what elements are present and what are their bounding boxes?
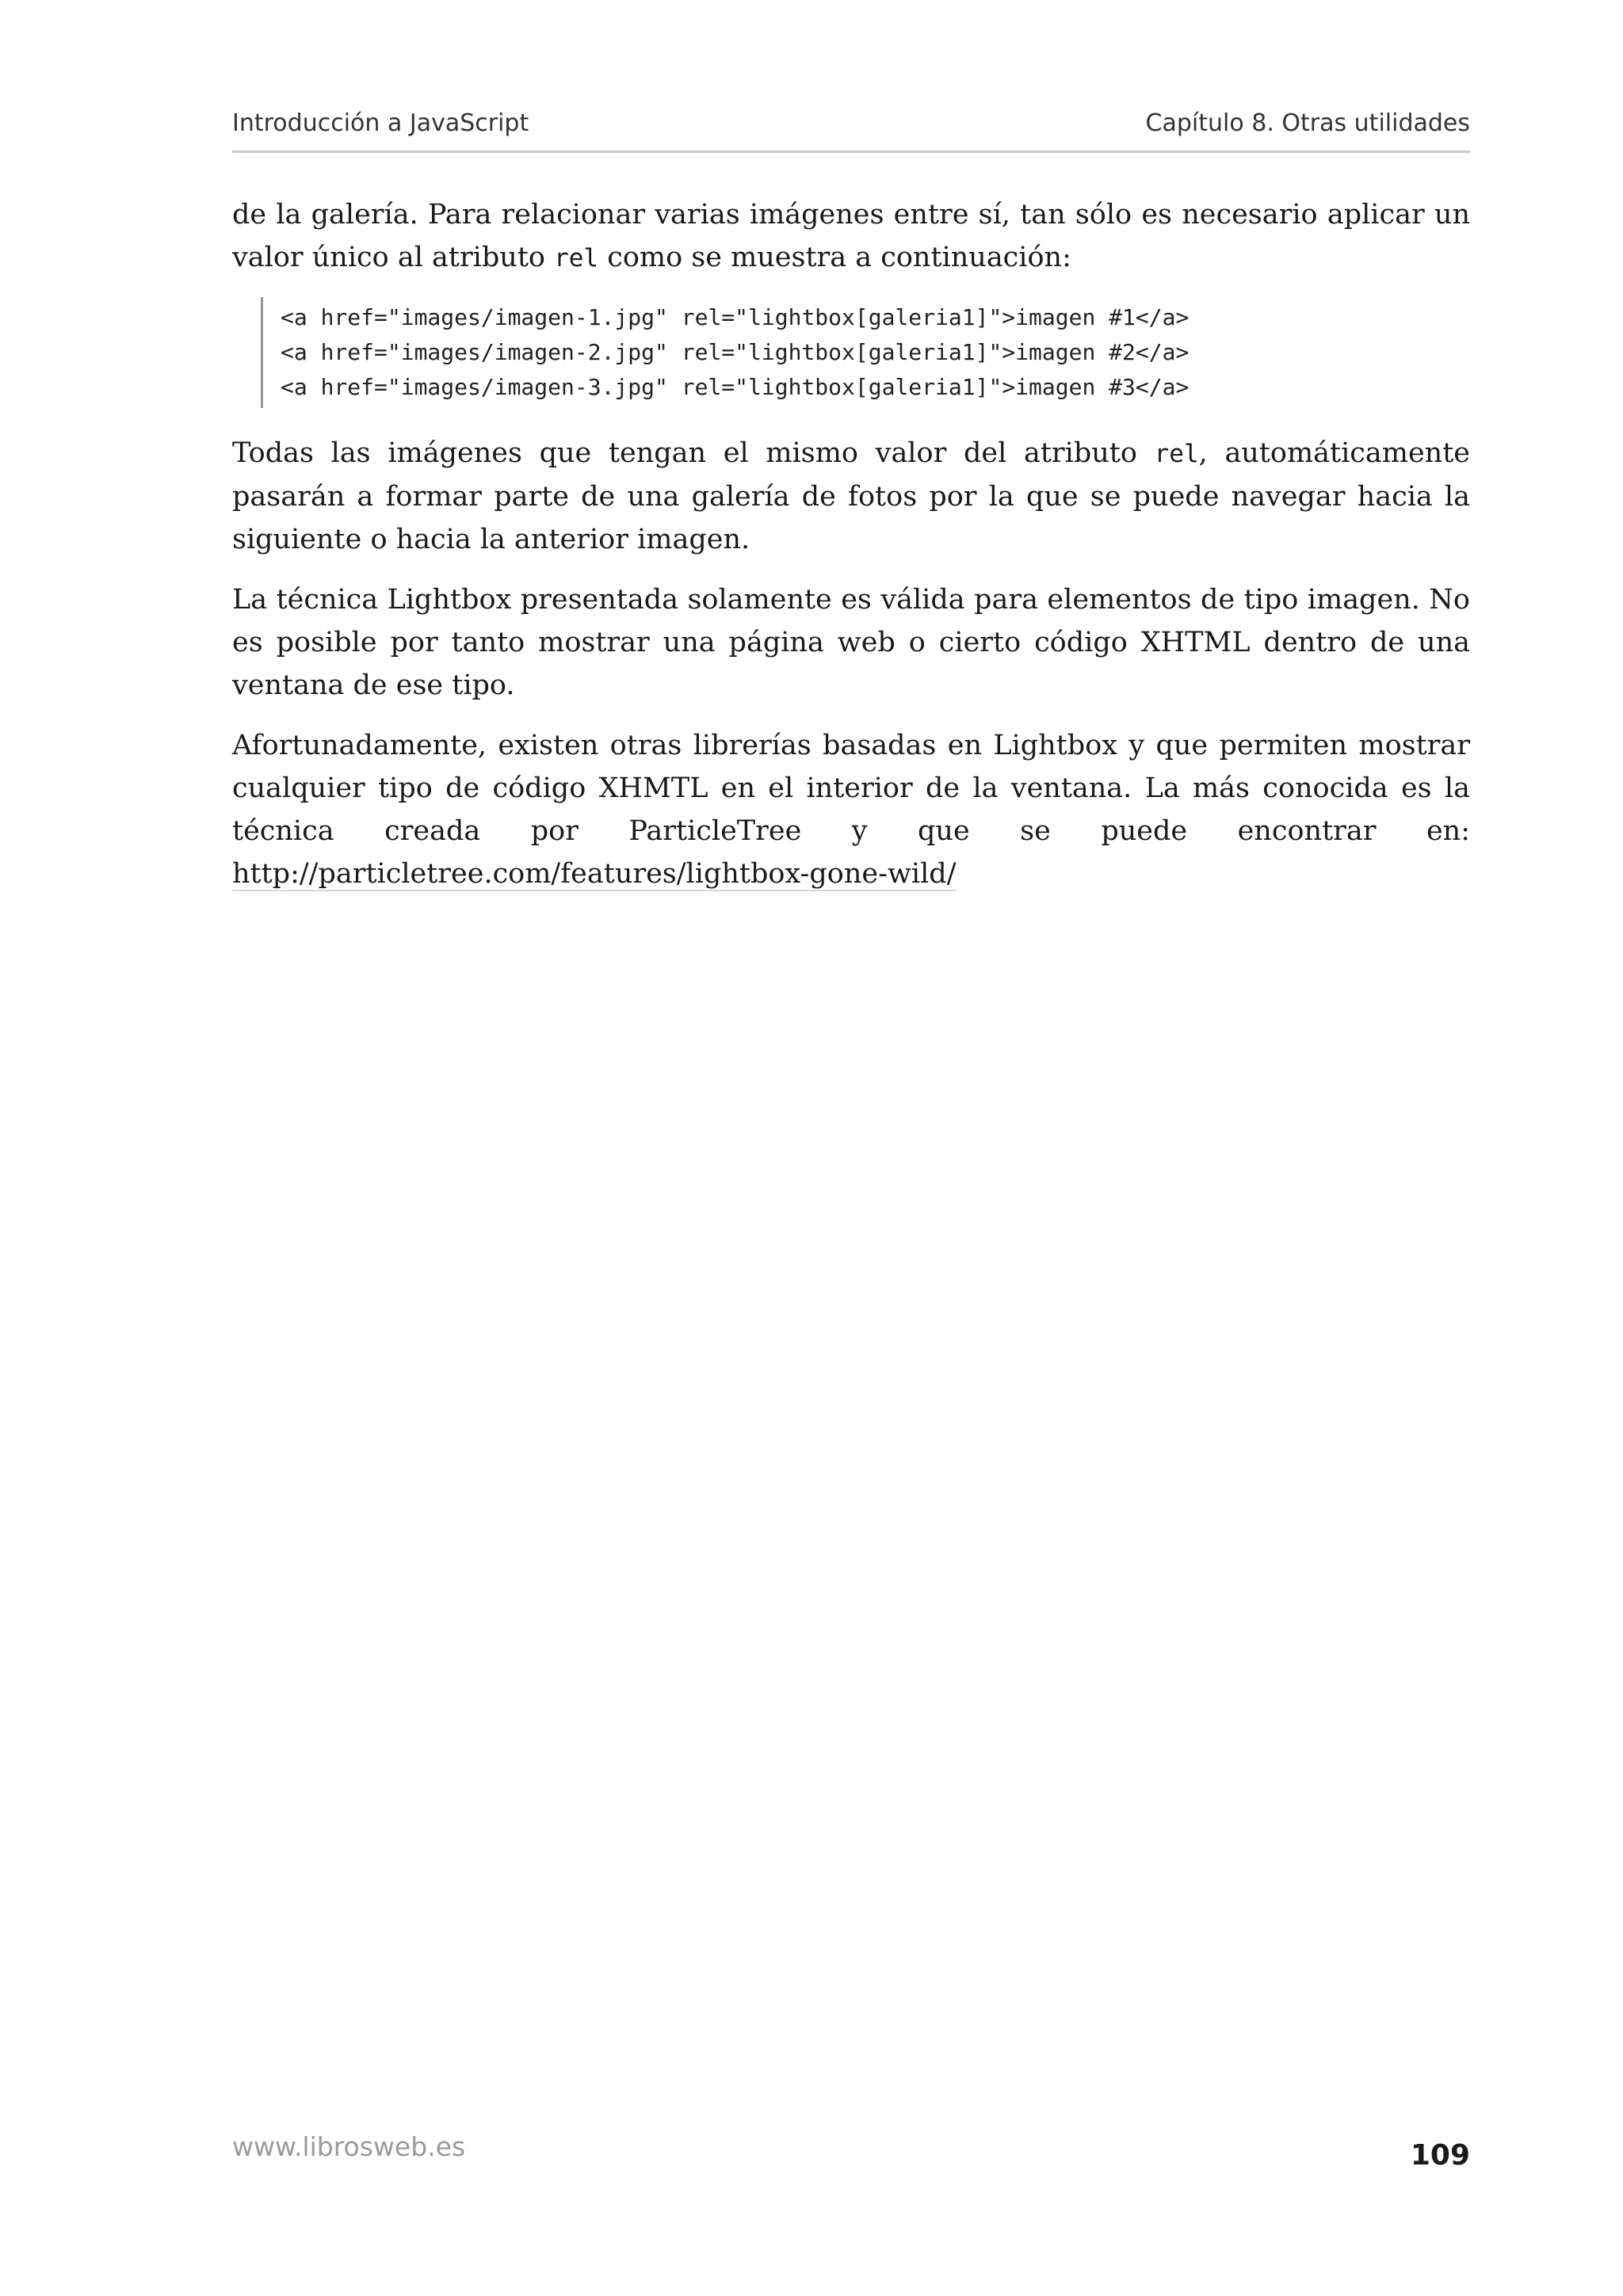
paragraph-text: , automáticamente pasarán a formar parte de una galería de fotos por la que se puede navegar hacia la siguiente o hacia la anterior imagen. <box>232 437 1470 555</box>
paragraph-text: Todas las imágenes que tengan el mismo valor del atributo <box>232 437 1155 469</box>
page-header <box>232 109 1470 153</box>
page-body <box>232 193 1470 913</box>
code-block <box>261 297 1470 408</box>
paragraph-alternatives <box>232 724 1470 895</box>
paragraph-text: de la galería. Para relacionar varias imágenes entre sí, tan sólo es necesario aplicar un valor único al atributo <box>232 199 1470 273</box>
code-line-2: <a href="images/imagen-2.jpg" rel="lightbox[galeria1]">imagen #2</a> <box>281 339 1190 365</box>
paragraph-text: Afortunadamente, existen otras librerías basadas en Lightbox y que permiten mostrar cualquier tipo de código XHMTL en el interior de la ventana. La más conocida es la técnica creada por ParticleTree y que se puede encontrar en: <box>232 730 1470 847</box>
page-number: 109 <box>1410 2139 1470 2172</box>
header-chapter-title: Capítulo 8. Otras utilidades <box>1145 109 1470 137</box>
code-line-1: <a href="images/imagen-1.jpg" rel="lightbox[galeria1]">imagen #1</a> <box>281 304 1190 330</box>
particletree-link[interactable]: http://particletree.com/features/lightbox-gone-wild/ <box>232 858 957 890</box>
code-line-3: <a href="images/imagen-3.jpg" rel="lightbox[galeria1]">imagen #3</a> <box>281 374 1190 400</box>
inline-code-rel: rel <box>1154 440 1199 468</box>
paragraph-same-rel <box>232 432 1470 561</box>
header-book-title: Introducción a JavaScript <box>232 109 529 137</box>
paragraph-gallery-intro <box>232 193 1470 280</box>
paragraph-lightbox-limit: La técnica Lightbox presentada solamente es válida para elementos de tipo imagen. No es posible por tanto mostrar una página web o cierto código XHTML dentro de una ventana de ese tipo. <box>232 584 1470 701</box>
inline-code-rel: rel <box>554 244 599 273</box>
paragraph-text: como se muestra a continuación: <box>598 242 1071 273</box>
footer-site-link[interactable]: www.librosweb.es <box>232 2131 466 2162</box>
